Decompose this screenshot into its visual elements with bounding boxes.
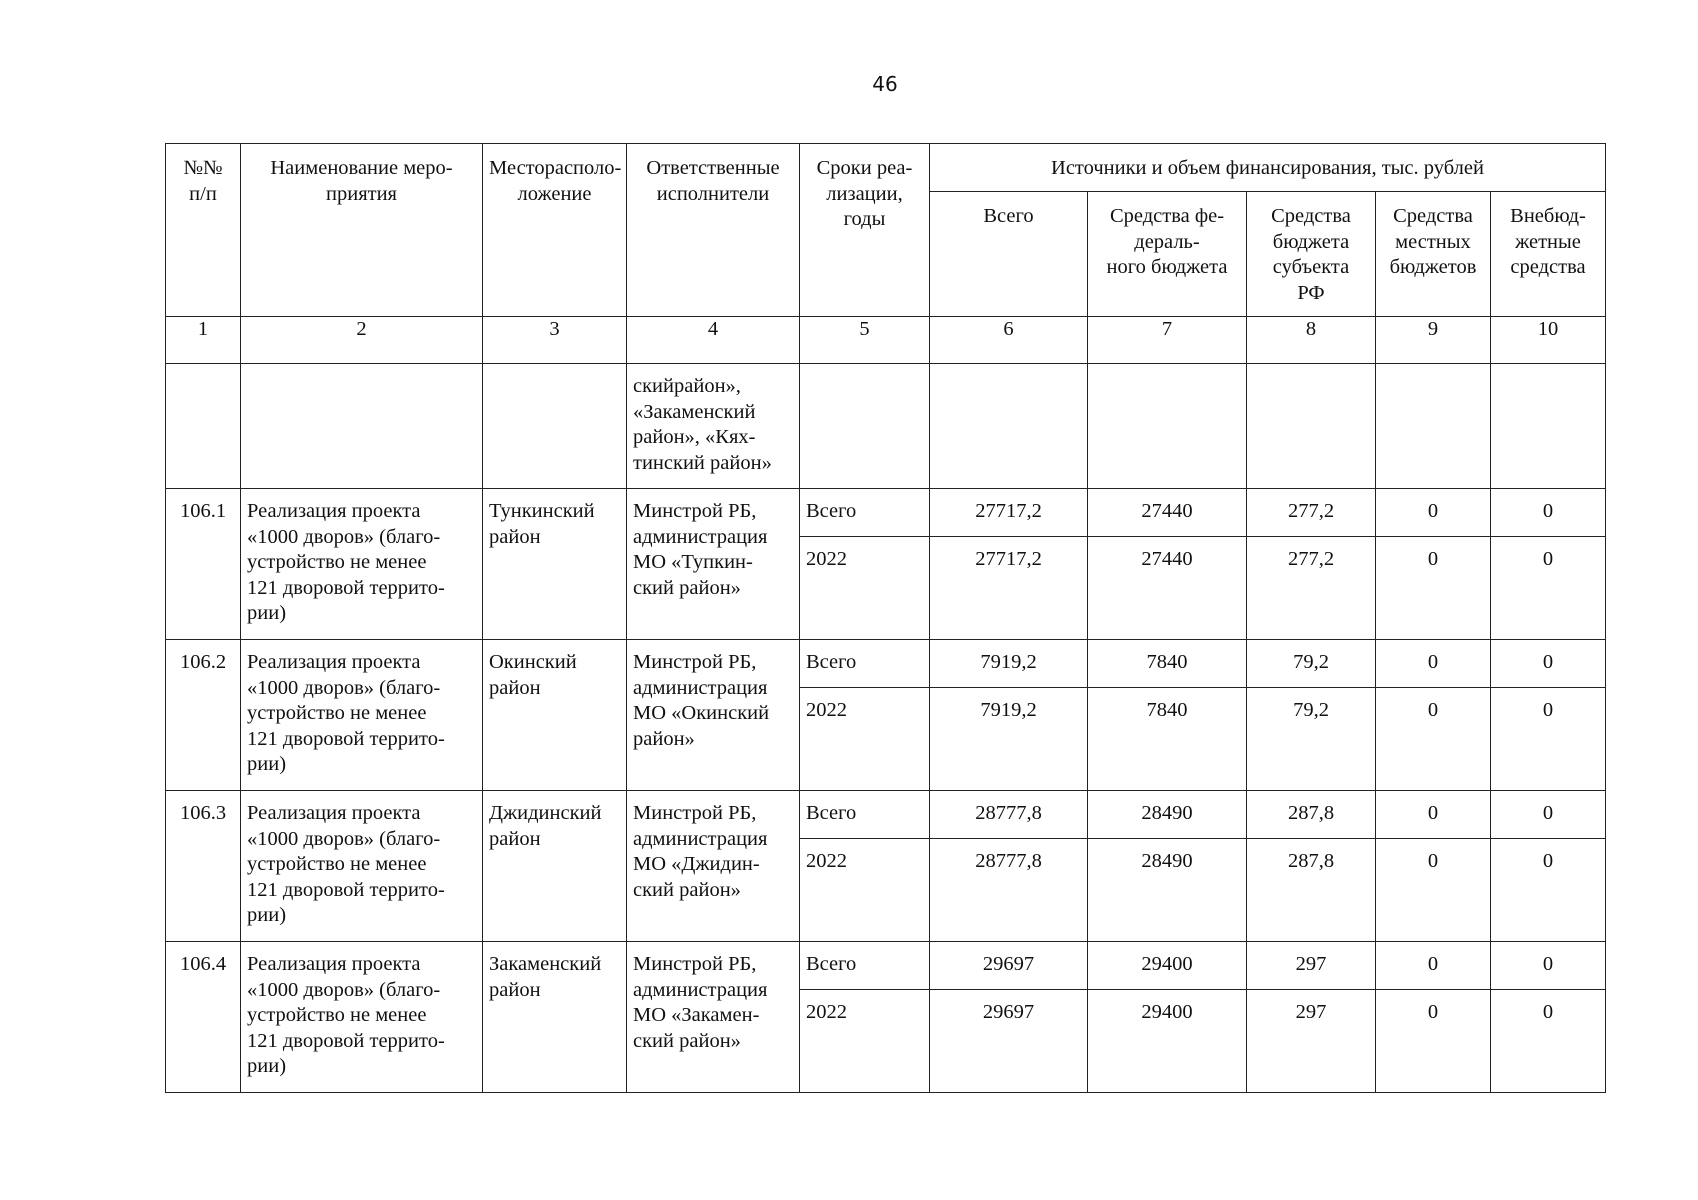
amount-total: 28777,8 <box>930 839 1088 942</box>
period-cell: Всего <box>800 942 930 990</box>
measure-number: 106.4 <box>166 942 241 1093</box>
header-executors: Ответственные исполнители <box>627 144 800 317</box>
header-total: Всего <box>930 192 1088 317</box>
column-number: 6 <box>930 317 1088 364</box>
amount-total: 27717,2 <box>930 537 1088 640</box>
amount-local: 0 <box>1376 537 1491 640</box>
header-location: Месторасполо- ложение <box>483 144 627 317</box>
measure-number: 106.3 <box>166 791 241 942</box>
column-number: 3 <box>483 317 627 364</box>
table-row <box>166 942 1606 990</box>
column-number: 9 <box>1376 317 1491 364</box>
amount-federal: 29400 <box>1088 942 1247 990</box>
measure-executors: Минстрой РБ, администрация МО «Закамен- ский район» <box>627 942 800 1093</box>
amount-regional: 287,8 <box>1247 839 1376 942</box>
measure-location: Тункинский район <box>483 489 627 640</box>
empty-cell <box>1247 364 1376 489</box>
header-federal: Средства фе- дераль- ного бюджета <box>1088 192 1247 317</box>
amount-regional: 297 <box>1247 942 1376 990</box>
empty-cell <box>1088 364 1247 489</box>
amount-regional: 287,8 <box>1247 791 1376 839</box>
measure-location: Окинский район <box>483 640 627 791</box>
amount-total: 29697 <box>930 990 1088 1093</box>
amount-total: 7919,2 <box>930 640 1088 688</box>
measure-executors: Минстрой РБ, администрация МО «Окинский район» <box>627 640 800 791</box>
amount-local: 0 <box>1376 791 1491 839</box>
amount-total: 27717,2 <box>930 489 1088 537</box>
empty-cell <box>483 364 627 489</box>
amount-regional: 297 <box>1247 990 1376 1093</box>
amount-regional: 79,2 <box>1247 640 1376 688</box>
period-cell: 2022 <box>800 688 930 791</box>
empty-cell <box>166 364 241 489</box>
column-number: 7 <box>1088 317 1247 364</box>
column-number: 5 <box>800 317 930 364</box>
amount-federal: 28490 <box>1088 791 1247 839</box>
period-cell: 2022 <box>800 537 930 640</box>
amount-local: 0 <box>1376 942 1491 990</box>
amount-total: 28777,8 <box>930 791 1088 839</box>
amount-regional: 277,2 <box>1247 489 1376 537</box>
header-extrabudget: Внебюд- жетные средства <box>1491 192 1606 317</box>
measure-number: 106.1 <box>166 489 241 640</box>
funding-table <box>165 143 1606 1093</box>
empty-cell <box>800 364 930 489</box>
header-funding-title: Источники и объем финансирования, тыс. рублей <box>930 144 1606 192</box>
continuation-executors: скийрайон», «Закаменский район», «Кях- тинский район» <box>627 364 800 489</box>
table-row <box>166 791 1606 839</box>
column-number: 10 <box>1491 317 1606 364</box>
column-number: 1 <box>166 317 241 364</box>
period-cell: Всего <box>800 489 930 537</box>
amount-regional: 79,2 <box>1247 688 1376 791</box>
table-row <box>166 489 1606 537</box>
table-row <box>166 640 1606 688</box>
header-local: Средства местных бюджетов <box>1376 192 1491 317</box>
amount-extra: 0 <box>1491 990 1606 1093</box>
amount-extra: 0 <box>1491 942 1606 990</box>
measure-number: 106.2 <box>166 640 241 791</box>
empty-cell <box>1376 364 1491 489</box>
amount-extra: 0 <box>1491 489 1606 537</box>
page-number: 46 <box>872 72 898 96</box>
header-period: Сроки реа- лизации, годы <box>800 144 930 317</box>
column-number-row <box>166 317 1606 364</box>
amount-federal: 27440 <box>1088 537 1247 640</box>
amount-federal: 27440 <box>1088 489 1247 537</box>
column-number: 8 <box>1247 317 1376 364</box>
amount-regional: 277,2 <box>1247 537 1376 640</box>
header-number: №№ п/п <box>166 144 241 317</box>
empty-cell <box>241 364 483 489</box>
amount-local: 0 <box>1376 640 1491 688</box>
amount-local: 0 <box>1376 990 1491 1093</box>
measure-name: Реализация проекта «1000 дворов» (благо- устройство не менее 121 дворовой террито- рии) <box>241 942 483 1093</box>
amount-extra: 0 <box>1491 640 1606 688</box>
amount-federal: 7840 <box>1088 640 1247 688</box>
amount-local: 0 <box>1376 489 1491 537</box>
header-measure-name: Наименование меро- приятия <box>241 144 483 317</box>
header-regional: Средства бюджета субъекта РФ <box>1247 192 1376 317</box>
amount-federal: 7840 <box>1088 688 1247 791</box>
measure-executors: Минстрой РБ, администрация МО «Джидин- ский район» <box>627 791 800 942</box>
measure-executors: Минстрой РБ, администрация МО «Тупкин- ский район» <box>627 489 800 640</box>
amount-extra: 0 <box>1491 537 1606 640</box>
measure-name: Реализация проекта «1000 дворов» (благо- устройство не менее 121 дворовой террито- рии) <box>241 791 483 942</box>
amount-local: 0 <box>1376 839 1491 942</box>
measure-location: Закаменский район <box>483 942 627 1093</box>
period-cell: 2022 <box>800 839 930 942</box>
amount-federal: 29400 <box>1088 990 1247 1093</box>
measure-name: Реализация проекта «1000 дворов» (благо- устройство не менее 121 дворовой террито- рии) <box>241 640 483 791</box>
amount-extra: 0 <box>1491 688 1606 791</box>
amount-extra: 0 <box>1491 791 1606 839</box>
measure-name: Реализация проекта «1000 дворов» (благо- устройство не менее 121 дворовой террито- рии) <box>241 489 483 640</box>
amount-local: 0 <box>1376 688 1491 791</box>
column-number: 2 <box>241 317 483 364</box>
amount-federal: 28490 <box>1088 839 1247 942</box>
period-cell: 2022 <box>800 990 930 1093</box>
period-cell: Всего <box>800 640 930 688</box>
amount-total: 7919,2 <box>930 688 1088 791</box>
amount-total: 29697 <box>930 942 1088 990</box>
empty-cell <box>1491 364 1606 489</box>
period-cell: Всего <box>800 791 930 839</box>
empty-cell <box>930 364 1088 489</box>
column-number: 4 <box>627 317 800 364</box>
amount-extra: 0 <box>1491 839 1606 942</box>
continuation-row <box>166 364 1606 489</box>
measure-location: Джидинский район <box>483 791 627 942</box>
